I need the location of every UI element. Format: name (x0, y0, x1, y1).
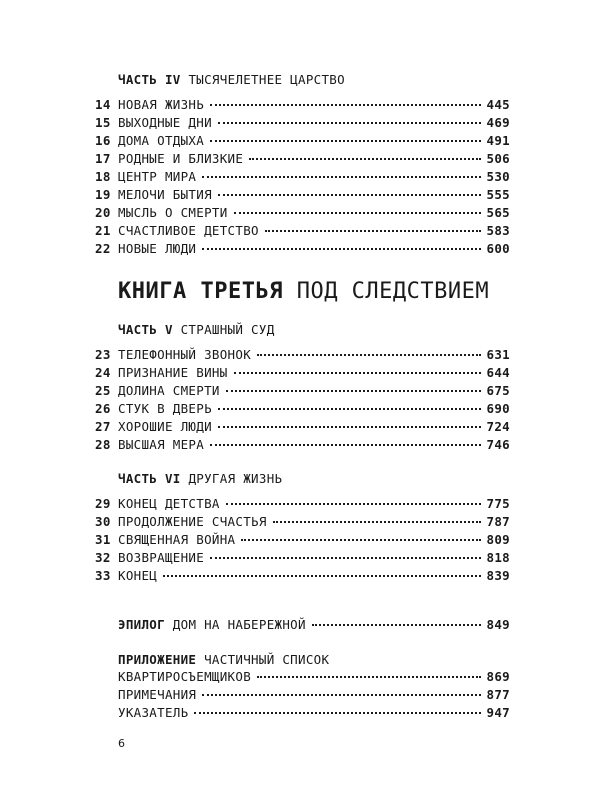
epilogue-entry[interactable] (118, 617, 510, 635)
appendix-entry-page: 869 (486, 669, 510, 684)
part-6-heading (118, 471, 282, 486)
chapter-title: МЕЛОЧИ БЫТИЯ (118, 187, 212, 202)
chapter-page: 469 (486, 115, 510, 130)
chapter-title: ВОЗВРАЩЕНИЕ (118, 550, 205, 565)
epilogue-text (118, 617, 306, 632)
chapter-title: ВЫСШАЯ МЕРА (118, 437, 205, 452)
chapter-number: 30 (95, 514, 111, 529)
epilogue-title: ДОМ НА НАБЕРЕЖНОЙ (172, 617, 306, 632)
chapter-number: 22 (95, 241, 111, 256)
chapter-number: 31 (95, 532, 111, 547)
chapter-page: 775 (486, 496, 510, 511)
chapter-page: 690 (486, 401, 510, 416)
part-6-title: ДРУГАЯ ЖИЗНЬ (188, 471, 283, 486)
chapter-page: 787 (486, 514, 510, 529)
leader-dots (265, 230, 481, 232)
leader-dots (202, 248, 480, 250)
chapter-title: КОНЕЦ ДЕТСТВА (118, 496, 220, 511)
chapter-number: 33 (95, 568, 111, 583)
toc-entry[interactable] (118, 669, 510, 687)
leader-dots (202, 694, 480, 696)
appendix-entry-page: 877 (486, 687, 510, 702)
appendix-entry-title: ПРИМЕЧАНИЯ (118, 687, 197, 702)
chapter-number: 27 (95, 419, 111, 434)
chapter-page: 565 (486, 205, 510, 220)
chapter-title: ПРИЗНАНИЕ ВИНЫ (118, 365, 228, 380)
part-4-label: ЧАСТЬ IV (118, 72, 181, 87)
chapter-title: ЦЕНТР МИРА (118, 169, 197, 184)
toc-entry[interactable] (95, 550, 510, 568)
appendix-entry-title: УКАЗАТЕЛЬ (118, 705, 189, 720)
leader-dots (273, 521, 481, 523)
chapter-page: 555 (486, 187, 510, 202)
toc-entry[interactable] (95, 347, 510, 365)
book-title: ПОД СЛЕДСТВИЕМ (296, 279, 490, 304)
chapter-title: НОВАЯ ЖИЗНЬ (118, 97, 205, 112)
toc-entry[interactable] (95, 115, 510, 133)
part-4-title: ТЫСЯЧЕЛЕТНЕЕ ЦАРСТВО (188, 72, 345, 87)
appendix-heading (118, 652, 329, 667)
chapter-title: ПРОДОЛЖЕНИЕ СЧАСТЬЯ (118, 514, 267, 529)
chapter-number: 32 (95, 550, 111, 565)
chapter-title: МЫСЛЬ О СМЕРТИ (118, 205, 228, 220)
chapter-number: 18 (95, 169, 111, 184)
page-number: 6 (118, 737, 125, 750)
chapter-title: СТУК В ДВЕРЬ (118, 401, 212, 416)
chapter-title: ДОМА ОТДЫХА (118, 133, 205, 148)
toc-entry[interactable] (95, 241, 510, 259)
chapter-number: 21 (95, 223, 111, 238)
leader-dots (210, 104, 480, 106)
leader-dots (312, 624, 481, 626)
toc-entry[interactable] (95, 437, 510, 455)
toc-entry[interactable] (118, 705, 510, 723)
leader-dots (202, 176, 480, 178)
book-label: КНИГА ТРЕТЬЯ (118, 279, 283, 304)
book-heading (118, 279, 489, 304)
part-5-title: СТРАШНЫЙ СУД (180, 322, 275, 337)
chapter-page: 809 (486, 532, 510, 547)
toc-entry[interactable] (118, 687, 510, 705)
leader-dots (163, 575, 480, 577)
chapter-number: 24 (95, 365, 111, 380)
chapter-title: ТЕЛЕФОННЫЙ ЗВОНОК (118, 347, 252, 362)
chapter-page: 724 (486, 419, 510, 434)
chapter-page: 675 (486, 383, 510, 398)
chapter-number: 23 (95, 347, 111, 362)
chapter-page: 818 (486, 550, 510, 565)
toc-entry[interactable] (95, 187, 510, 205)
leader-dots (210, 557, 480, 559)
leader-dots (218, 408, 481, 410)
chapter-number: 16 (95, 133, 111, 148)
leader-dots (226, 503, 481, 505)
leader-dots (218, 426, 481, 428)
chapter-page: 600 (486, 241, 510, 256)
toc-entry[interactable] (95, 401, 510, 419)
appendix-label: ПРИЛОЖЕНИЕ (118, 652, 197, 667)
toc-entry[interactable] (95, 97, 510, 115)
chapter-title: НОВЫЕ ЛЮДИ (118, 241, 197, 256)
leader-dots (257, 354, 480, 356)
part-5-label: ЧАСТЬ V (118, 322, 173, 337)
leader-dots (234, 372, 481, 374)
leader-dots (226, 390, 481, 392)
toc-entry[interactable] (95, 568, 510, 586)
leader-dots (257, 676, 480, 678)
chapter-title: ВЫХОДНЫЕ ДНИ (118, 115, 212, 130)
chapter-page: 445 (486, 97, 510, 112)
toc-entry[interactable] (95, 223, 510, 241)
leader-dots (210, 140, 480, 142)
toc-entry[interactable] (95, 169, 510, 187)
appendix-title: ЧАСТИЧНЫЙ СПИСОК (204, 652, 330, 667)
leader-dots (218, 122, 481, 124)
epilogue-page: 849 (486, 617, 510, 632)
chapter-number: 19 (95, 187, 111, 202)
chapter-number: 29 (95, 496, 111, 511)
chapter-number: 28 (95, 437, 111, 452)
chapter-page: 746 (486, 437, 510, 452)
chapter-page: 530 (486, 169, 510, 184)
appendix-entry-title: КВАРТИРОСЪЕМЩИКОВ (118, 669, 252, 684)
toc-entry[interactable] (95, 496, 510, 514)
chapter-title: СВЯЩЕННАЯ ВОЙНА (118, 532, 236, 547)
chapter-page: 631 (486, 347, 510, 362)
chapter-number: 25 (95, 383, 111, 398)
appendix-entry-page: 947 (486, 705, 510, 720)
chapter-number: 26 (95, 401, 111, 416)
chapter-page: 644 (486, 365, 510, 380)
chapter-page: 491 (486, 133, 510, 148)
chapter-title: КОНЕЦ (118, 568, 158, 583)
chapter-title: СЧАСТЛИВОЕ ДЕТСТВО (118, 223, 259, 238)
chapter-number: 20 (95, 205, 111, 220)
part-6-label: ЧАСТЬ VI (118, 471, 181, 486)
toc-entry[interactable] (95, 151, 510, 169)
leader-dots (249, 158, 480, 160)
chapter-number: 15 (95, 115, 111, 130)
toc-entry[interactable] (95, 532, 510, 550)
part-4-heading (118, 72, 345, 87)
chapter-page: 839 (486, 568, 510, 583)
leader-dots (210, 444, 480, 446)
toc-entry[interactable] (95, 514, 510, 532)
epilogue-label: ЭПИЛОГ (118, 617, 165, 632)
chapter-number: 17 (95, 151, 111, 166)
chapter-page: 506 (486, 151, 510, 166)
toc-entry[interactable] (95, 133, 510, 151)
chapter-page: 583 (486, 223, 510, 238)
toc-entry[interactable] (95, 365, 510, 383)
toc-entry[interactable] (95, 419, 510, 437)
leader-dots (241, 539, 480, 541)
chapter-title: РОДНЫЕ И БЛИЗКИЕ (118, 151, 244, 166)
toc-entry[interactable] (95, 205, 510, 223)
leader-dots (194, 712, 480, 714)
part-5-heading (118, 322, 275, 337)
chapter-number: 14 (95, 97, 111, 112)
toc-entry[interactable] (95, 383, 510, 401)
leader-dots (234, 212, 481, 214)
leader-dots (218, 194, 481, 196)
chapter-title: ХОРОШИЕ ЛЮДИ (118, 419, 212, 434)
chapter-title: ДОЛИНА СМЕРТИ (118, 383, 220, 398)
